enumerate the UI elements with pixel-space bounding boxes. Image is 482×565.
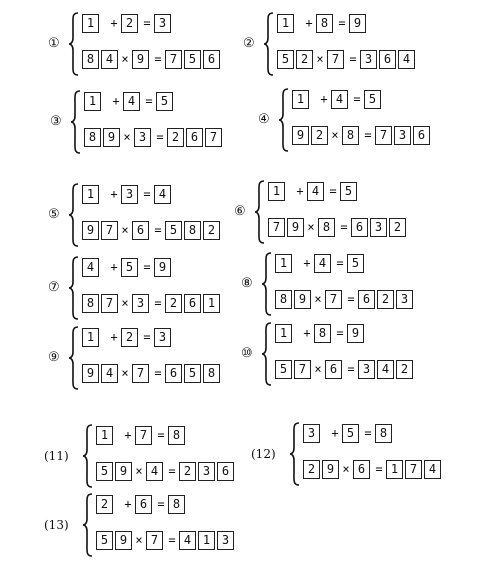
- equals-sign: =: [336, 256, 344, 270]
- digit-box: 3: [154, 328, 171, 347]
- digit-box: 1: [96, 426, 113, 445]
- times-sign: ×: [316, 52, 324, 66]
- problem-number: ⑧: [241, 276, 253, 291]
- digit-box: 2: [96, 495, 113, 514]
- digit-box: 3: [394, 126, 411, 145]
- brace-icon: [82, 424, 94, 488]
- digit-box: 2: [203, 221, 220, 240]
- digit-box: 7: [101, 294, 118, 313]
- digit-box: 8: [168, 495, 185, 514]
- problem-number: ③: [50, 114, 62, 129]
- digit-box: 3: [360, 50, 377, 69]
- digit-box: 5: [364, 90, 381, 109]
- equals-sign: =: [154, 52, 162, 66]
- digit-box: 6: [184, 294, 201, 313]
- digit-box: 7: [268, 218, 285, 237]
- equals-sign: =: [157, 497, 165, 511]
- digit-box: 3: [121, 185, 138, 204]
- equation-system: [241, 252, 441, 318]
- times-sign: ×: [314, 362, 322, 376]
- digit-box: 7: [132, 364, 149, 383]
- equals-sign: =: [347, 362, 355, 376]
- digit-box: 2: [389, 218, 406, 237]
- plus-sign: +: [110, 330, 118, 344]
- plus-sign: +: [303, 326, 311, 340]
- equation-system: [44, 424, 248, 490]
- plus-sign: +: [124, 497, 132, 511]
- digit-box: 1: [277, 14, 294, 33]
- digit-box: 3: [370, 218, 387, 237]
- digit-box: 7: [325, 290, 342, 309]
- digit-box: 7: [205, 128, 222, 147]
- digit-box: 5: [96, 462, 113, 481]
- digit-box: 9: [82, 221, 99, 240]
- digit-box: 3: [358, 360, 375, 379]
- brace-icon: [68, 183, 80, 247]
- brace-icon: [289, 422, 301, 486]
- digit-box: 5: [165, 221, 182, 240]
- digit-box: 2: [296, 50, 313, 69]
- digit-box: 2: [396, 360, 413, 379]
- problem-number: (12): [251, 447, 276, 461]
- digit-box: 8: [275, 290, 292, 309]
- digit-box: 2: [165, 294, 182, 313]
- equals-sign: =: [338, 16, 346, 30]
- brace-icon: [263, 12, 275, 76]
- digit-box: 6: [132, 221, 149, 240]
- digit-box: 7: [101, 221, 118, 240]
- equals-sign: =: [336, 326, 344, 340]
- digit-box: 9: [347, 324, 364, 343]
- digit-box: 1: [84, 92, 101, 111]
- digit-box: 2: [303, 460, 320, 479]
- equals-sign: =: [143, 330, 151, 344]
- digit-box: 1: [292, 90, 309, 109]
- plus-sign: +: [320, 92, 328, 106]
- digit-box: 5: [342, 424, 359, 443]
- digit-box: 5: [340, 182, 357, 201]
- digit-box: 2: [121, 14, 138, 33]
- digit-box: 6: [165, 364, 182, 383]
- equation-system: [258, 88, 458, 154]
- plus-sign: +: [305, 16, 313, 30]
- digit-box: 5: [156, 92, 173, 111]
- digit-box: 6: [135, 495, 152, 514]
- digit-box: 2: [179, 462, 196, 481]
- digit-box: 9: [349, 14, 366, 33]
- digit-box: 7: [405, 460, 422, 479]
- equation-system: [243, 12, 443, 78]
- equals-sign: =: [364, 426, 372, 440]
- times-sign: ×: [121, 52, 129, 66]
- digit-box: 4: [398, 50, 415, 69]
- digit-box: 2: [167, 128, 184, 147]
- digit-box: 9: [154, 258, 171, 277]
- digit-box: 8: [82, 294, 99, 313]
- digit-box: 4: [101, 50, 118, 69]
- digit-box: 9: [292, 126, 309, 145]
- problem-number: (11): [44, 449, 69, 463]
- digit-box: 8: [168, 426, 185, 445]
- digit-box: 4: [179, 531, 196, 550]
- digit-box: 1: [275, 324, 292, 343]
- equation-system: [50, 90, 250, 156]
- plus-sign: +: [331, 426, 339, 440]
- brace-icon: [68, 12, 80, 76]
- digit-box: 8: [375, 424, 392, 443]
- digit-box: 2: [377, 290, 394, 309]
- equals-sign: =: [329, 184, 337, 198]
- equals-sign: =: [347, 292, 355, 306]
- digit-box: 8: [84, 128, 101, 147]
- brace-icon: [278, 88, 290, 152]
- problem-number: (13): [44, 518, 69, 532]
- plus-sign: +: [110, 260, 118, 274]
- equation-system: [44, 493, 248, 559]
- digit-box: 5: [184, 364, 201, 383]
- problem-number: ⑩: [241, 346, 253, 361]
- digit-box: 8: [184, 221, 201, 240]
- digit-box: 6: [413, 126, 430, 145]
- times-sign: ×: [121, 296, 129, 310]
- digit-box: 1: [82, 328, 99, 347]
- digit-box: 5: [121, 258, 138, 277]
- equals-sign: =: [156, 130, 164, 144]
- digit-box: 2: [121, 328, 138, 347]
- times-sign: ×: [342, 462, 350, 476]
- problem-number: ⑥: [234, 204, 246, 219]
- equals-sign: =: [353, 92, 361, 106]
- times-sign: ×: [314, 292, 322, 306]
- digit-box: 4: [154, 185, 171, 204]
- digit-box: 4: [331, 90, 348, 109]
- brace-icon: [68, 256, 80, 320]
- digit-box: 1: [386, 460, 403, 479]
- digit-box: 9: [115, 531, 132, 550]
- problem-number: ②: [243, 36, 255, 51]
- problem-number: ④: [258, 112, 270, 127]
- equation-system: [48, 183, 248, 249]
- equals-sign: =: [143, 187, 151, 201]
- digit-box: 5: [347, 254, 364, 273]
- equals-sign: =: [154, 366, 162, 380]
- digit-box: 1: [268, 182, 285, 201]
- plus-sign: +: [112, 94, 120, 108]
- equation-system: [48, 326, 248, 392]
- digit-box: 4: [101, 364, 118, 383]
- digit-box: 6: [186, 128, 203, 147]
- digit-box: 8: [82, 50, 99, 69]
- digit-box: 6: [353, 460, 370, 479]
- times-sign: ×: [121, 223, 129, 237]
- equals-sign: =: [168, 464, 176, 478]
- equation-system: [241, 322, 441, 388]
- times-sign: ×: [331, 128, 339, 142]
- digit-box: 1: [198, 531, 215, 550]
- digit-box: 4: [82, 258, 99, 277]
- brace-icon: [261, 252, 273, 316]
- equals-sign: =: [154, 223, 162, 237]
- brace-icon: [70, 90, 82, 154]
- equation-system: [48, 12, 248, 78]
- digit-box: 4: [424, 460, 441, 479]
- equals-sign: =: [349, 52, 357, 66]
- equation-system: [234, 180, 434, 246]
- digit-box: 7: [375, 126, 392, 145]
- brace-icon: [82, 493, 94, 557]
- equals-sign: =: [154, 296, 162, 310]
- digit-box: 4: [146, 462, 163, 481]
- digit-box: 5: [184, 50, 201, 69]
- times-sign: ×: [121, 366, 129, 380]
- digit-box: 6: [358, 290, 375, 309]
- times-sign: ×: [307, 220, 315, 234]
- digit-box: 8: [342, 126, 359, 145]
- digit-box: 5: [277, 50, 294, 69]
- digit-box: 4: [307, 182, 324, 201]
- digit-box: 9: [294, 290, 311, 309]
- digit-box: 4: [377, 360, 394, 379]
- digit-box: 9: [132, 50, 149, 69]
- digit-box: 3: [198, 462, 215, 481]
- equals-sign: =: [157, 428, 165, 442]
- problem-number: ⑦: [48, 280, 60, 295]
- times-sign: ×: [135, 464, 143, 478]
- digit-box: 8: [318, 218, 335, 237]
- digit-box: 6: [203, 50, 220, 69]
- digit-box: 7: [294, 360, 311, 379]
- digit-box: 1: [82, 185, 99, 204]
- digit-box: 8: [203, 364, 220, 383]
- digit-box: 4: [314, 254, 331, 273]
- digit-box: 7: [165, 50, 182, 69]
- digit-box: 3: [303, 424, 320, 443]
- equation-system: [251, 422, 455, 488]
- equals-sign: =: [340, 220, 348, 234]
- equals-sign: =: [375, 462, 383, 476]
- brace-icon: [68, 326, 80, 390]
- digit-box: 4: [123, 92, 140, 111]
- digit-box: 6: [351, 218, 368, 237]
- problem-number: ⑤: [48, 207, 60, 222]
- digit-box: 7: [146, 531, 163, 550]
- problem-number: ①: [48, 36, 60, 51]
- digit-box: 7: [135, 426, 152, 445]
- digit-box: 6: [325, 360, 342, 379]
- equals-sign: =: [145, 94, 153, 108]
- digit-box: 3: [132, 294, 149, 313]
- digit-box: 6: [217, 462, 234, 481]
- digit-box: 3: [396, 290, 413, 309]
- digit-box: 5: [96, 531, 113, 550]
- digit-box: 9: [322, 460, 339, 479]
- times-sign: ×: [135, 533, 143, 547]
- digit-box: 9: [103, 128, 120, 147]
- plus-sign: +: [124, 428, 132, 442]
- plus-sign: +: [296, 184, 304, 198]
- digit-box: 9: [82, 364, 99, 383]
- digit-box: 3: [217, 531, 234, 550]
- digit-box: 6: [379, 50, 396, 69]
- digit-box: 8: [314, 324, 331, 343]
- problem-number: ⑨: [48, 350, 60, 365]
- digit-box: 1: [275, 254, 292, 273]
- equals-sign: =: [364, 128, 372, 142]
- digit-box: 9: [115, 462, 132, 481]
- equals-sign: =: [143, 260, 151, 274]
- digit-box: 2: [311, 126, 328, 145]
- equals-sign: =: [143, 16, 151, 30]
- digit-box: 1: [82, 14, 99, 33]
- digit-box: 3: [154, 14, 171, 33]
- digit-box: 5: [275, 360, 292, 379]
- plus-sign: +: [110, 16, 118, 30]
- digit-box: 3: [134, 128, 151, 147]
- plus-sign: +: [303, 256, 311, 270]
- equation-system: [48, 256, 248, 322]
- equals-sign: =: [168, 533, 176, 547]
- digit-box: 8: [316, 14, 333, 33]
- times-sign: ×: [123, 130, 131, 144]
- plus-sign: +: [110, 187, 118, 201]
- brace-icon: [261, 322, 273, 386]
- brace-icon: [254, 180, 266, 244]
- digit-box: 1: [203, 294, 220, 313]
- digit-box: 9: [287, 218, 304, 237]
- digit-box: 7: [327, 50, 344, 69]
